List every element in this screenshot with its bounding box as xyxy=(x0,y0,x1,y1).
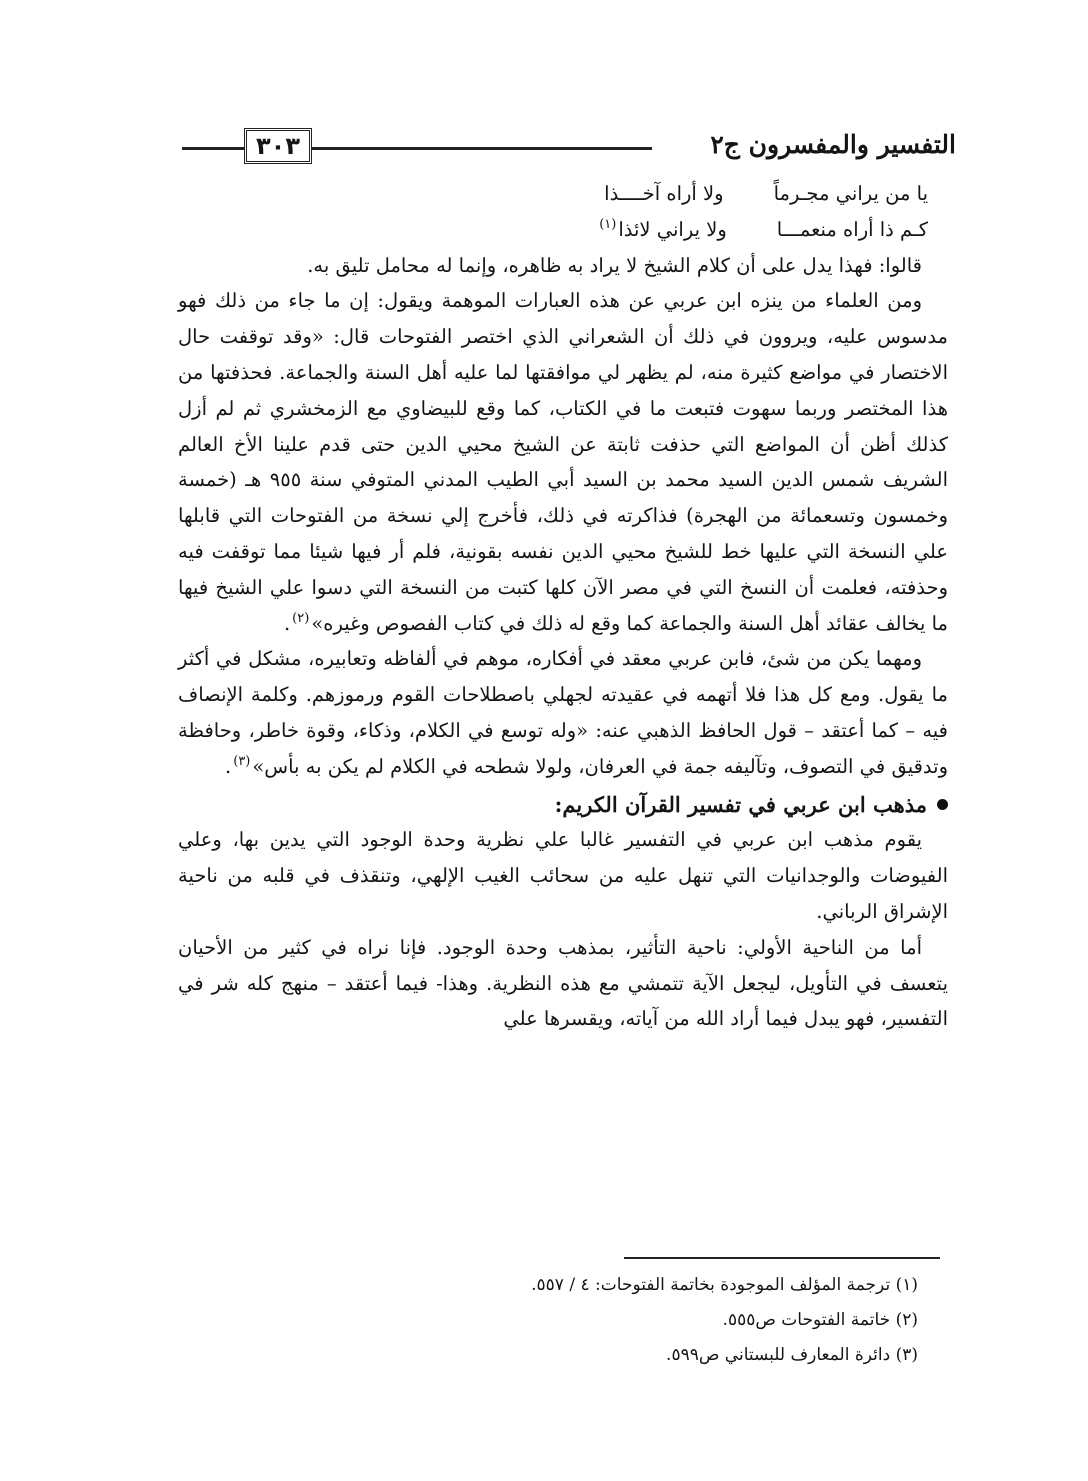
footnote-ref: (١) xyxy=(599,217,617,233)
paragraph: أما من الناحية الأولي: ناحية التأثير، بمذهب وحدة الوجود. فإنا نراه في كثير من الأحيان يتعسف في التأويل، ليجعل الآية تتمشي مع هذه النظرية. وهذا- فيما أعتقد – منهج كله شر في التفسير، فهو يبدل فيما أراد الله من آياته، ويقسرها علي xyxy=(178,935,948,1031)
paragraph: ومن العلماء من ينزه ابن عربي عن هذه العبارات الموهمة ويقول: إن ما جاء من ذلك فهو مدسوس عليه، ويروون في ذلك أن الشعراني الذي اختصر الفتوحات قال: «وقد توقفت حال الاختصار في مواضع كثيرة منه، لم يظهر لي موافقتها لما عليه أهل السنة والجماعة. فحذفتها من هذا المختصر وربما سهوت فتبعت ما في الكتاب، كما وقع للبيضاوي مع الزمخشري ثم لم أزل كذلك أظن أن المواضع التي حذفت ثابتة عن الشيخ محيي الدين حتى قدم علينا الأخ العالم الشريف شمس الدين السيد محمد بن السيد أبي الطيب المدني المتوفي سنة ٩٥٥ هـ (خمسة وخمسون وتسعمائة من الهجرة) فذاكرته في ذلك، فأخرج إلي نسخة من الفتوحات التي قابلها علي النسخة التي عليها خط للشيخ محيي الدين نفسه بقونية، فلم أر فيها شيئا مما توقفت فيه وحذفته، فعلمت أن النسخ التي في مصر الآن كلها كتبت من النسخة التي دسوا علي الشيخ فيها ما يخالف عقائد أهل السنة والجماعة كما وقع له ذلك في كتاب الفصوص وغيره»$^{(٢)}$. xyxy=(178,289,948,635)
bullet-icon xyxy=(937,799,948,810)
footnote-item: (٢) خاتمة الفتوحات ص٥٥٥. xyxy=(722,1310,918,1330)
running-title: التفسير والمفسرون ج٢ xyxy=(710,130,956,159)
section-heading xyxy=(178,787,948,823)
paragraph-text: ومهما يكن من شئ، فابن عربي معقد في أفكاره، موهم في ألفاظه وتعابيره، مشكل في أكثر ما يقول. ومع كل هذا فلا أتهمه في عقيدته لجهلي باصطلاحات القوم ورموزهم. وكلمة الإنصاف فيه – كما أعتقد – قول الحافظ الذهبي عنه: «وله توسع في الكلام، وذكاء، وقوة خاطر، وحافظة وتدقيق في التصوف، وتآليفه جمة في العرفان، ولولا شطحه في الكلام لم يكن به بأس» xyxy=(178,647,948,778)
verse-hemistich-2: ولا أراه آخــــذا xyxy=(604,182,724,205)
footnote-separator xyxy=(624,1257,940,1259)
verse-hemistich-1: كـم ذا أراه منعمـــا xyxy=(776,217,928,241)
verse-hemistich-1: يا من يراني مجـرماً xyxy=(773,182,928,205)
verse-line-1 xyxy=(178,176,928,212)
page-header xyxy=(182,128,956,172)
paragraph: يقوم مذهب ابن عربي في التفسير غالبا علي نظرية وحدة الوجود التي يدين بها، وعلي الفيوضات والوجدانيات التي تنهل عليه من سحائب الغيب الإلهي، وتنقذف في قلبه من ناحية الإشراق الرباني. xyxy=(178,828,948,923)
verse-hemistich-2 xyxy=(597,212,727,248)
paragraph-text: ومن العلماء من ينزه ابن عربي عن هذه العبارات الموهمة ويقول: إن ما جاء من ذلك فهو مدسوس عليه، ويروون في ذلك أن الشعراني الذي اختصر الفتوحات قال: «وقد توقفت حال الاختصار في مواضع كثيرة منه، لم يظهر لي موافقتها لما عليه أهل السنة والجماعة. فحذفتها من هذا المختصر وربما سهوت فتبعت ما في الكتاب، كما وقع للبيضاوي مع الزمخشري ثم لم أزل كذلك أظن أن المواضع التي حذفت ثابتة عن الشيخ محيي الدين حتى قدم علينا الأخ العالم الشريف شمس الدين السيد محمد بن السيد أبي الطيب المدني المتوفي سنة ٩٥٥ هـ (خمسة وخمسون وتسعمائة من الهجرة) فذاكرته في ذلك، فأخرج إلي نسخة من الفتوحات التي قابلها علي النسخة التي عليها خط للشيخ محيي الدين نفسه بقونية، فلم أر فيها شيئا مما توقفت فيه وحذفته، فعلمت أن النسخ التي في مصر الآن كلها كتبت من النسخة التي دسوا علي الشيخ فيها ما يخالف عقائد أهل السنة والجماعة كما وقع له ذلك في كتاب الفصوص وغيره» xyxy=(178,289,948,635)
footnote-item: (٣) دائرة المعارف للبستاني ص٥٩٩. xyxy=(666,1345,918,1365)
paragraph: قالوا: فهذا يدل على أن كلام الشيخ لا يراد به ظاهره، وإنما له محامل تليق به. xyxy=(307,253,922,277)
paragraph: ومهما يكن من شئ، فابن عربي معقد في أفكاره، موهم في ألفاظه وتعابيره، مشكل في أكثر ما يقول. ومع كل هذا فلا أتهمه في عقيدته لجهلي باصطلاحات القوم ورموزهم. وكلمة الإنصاف فيه – كما أعتقد – قول الحافظ الذهبي عنه: «وله توسع في الكلام، وذكاء، وقوة خاطر، وحافظة وتدقيق في التصوف، وتآليفه جمة في العرفان، ولولا شطحه في الكلام لم يكن به بأس»$^{(٣)}$. xyxy=(178,647,948,778)
footnote-ref: (٢) xyxy=(292,611,310,627)
verse-line-2 xyxy=(178,212,928,248)
verse-text: ولا يراني لائذا xyxy=(618,217,727,241)
footnote-item: (١) ترجمة المؤلف الموجودة بخاتمة الفتوحات: ٤ / ٥٥٧. xyxy=(531,1275,918,1295)
main-text xyxy=(178,176,948,1037)
page-number: ٣٠٣ xyxy=(244,128,312,164)
header-rule-middle xyxy=(312,147,652,150)
footnote-ref: (٣) xyxy=(233,754,251,770)
footnotes xyxy=(358,1268,918,1373)
header-rule-left xyxy=(182,147,244,150)
section-heading-text: مذهب ابن عربي في تفسير القرآن الكريم: xyxy=(554,791,927,817)
